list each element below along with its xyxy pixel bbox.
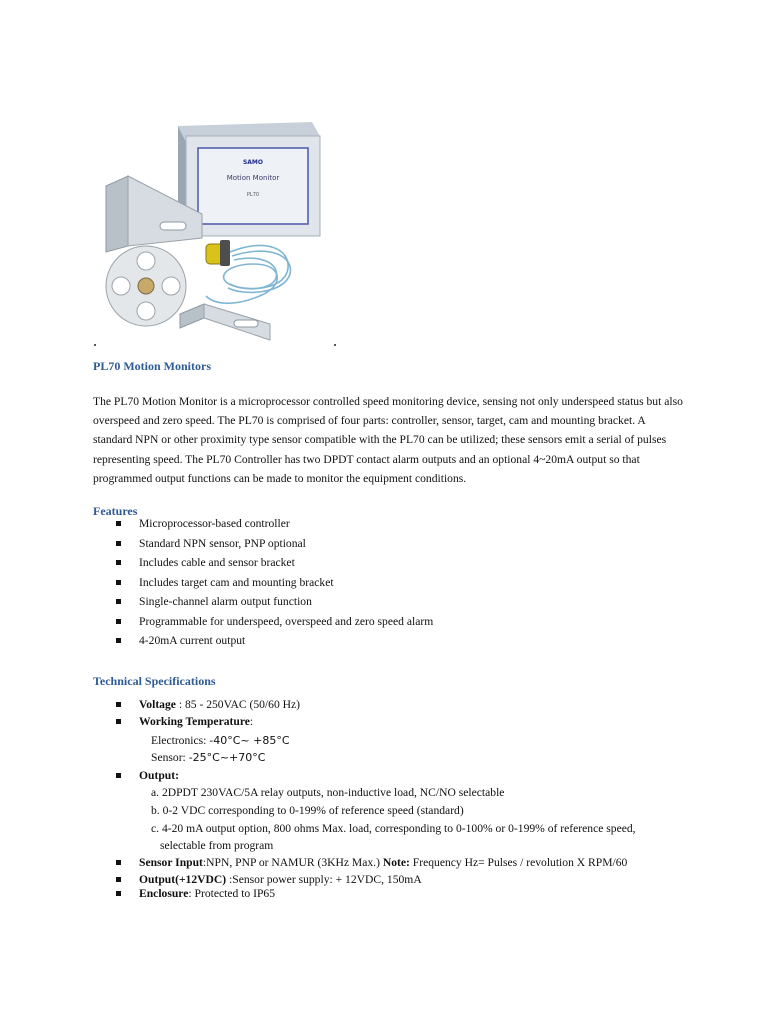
spec-voltage bbox=[139, 698, 300, 711]
spec-label: Enclosure bbox=[139, 887, 189, 900]
spec-label: Working Temperature bbox=[139, 715, 250, 728]
spec-label: Voltage bbox=[139, 698, 176, 711]
list-item: Single-channel alarm output function bbox=[139, 595, 312, 608]
spec-enclosure bbox=[139, 887, 275, 900]
box-brand: SAMO bbox=[242, 159, 264, 166]
spec-sensor-input bbox=[139, 856, 627, 869]
spec-output-b: b. 0-2 VDC corresponding to 0-199% of reference speed (standard) bbox=[151, 804, 464, 817]
bullet-icon bbox=[116, 860, 121, 865]
bullet-icon bbox=[116, 541, 121, 546]
spec-value: :NPN, PNP or NAMUR (3KHz Max.) bbox=[202, 856, 383, 869]
features-heading: Features bbox=[93, 504, 138, 518]
box-label: Motion Monitor bbox=[226, 174, 280, 182]
bullet-icon bbox=[116, 521, 121, 526]
spec-label: Output(+12VDC) bbox=[139, 873, 227, 886]
bullet-icon bbox=[116, 580, 121, 585]
list-item: Programmable for underspeed, overspeed and zero speed alarm bbox=[139, 615, 434, 628]
spec-sub-label: Sensor: bbox=[151, 751, 189, 764]
bullet-icon bbox=[116, 619, 121, 624]
spec-value: :Sensor power supply: + 12VDC, 150mA bbox=[226, 873, 422, 886]
bullet-icon bbox=[116, 560, 121, 565]
list-item: Includes target cam and mounting bracket bbox=[139, 576, 334, 589]
spec-electronics bbox=[151, 734, 290, 747]
list-item: Includes cable and sensor bracket bbox=[139, 556, 295, 569]
spec-sub-value: -40°C~ +85°C bbox=[209, 734, 290, 747]
spec-output-a: a. 2DPDT 230VAC/5A relay outputs, non-inductive load, NC/NO selectable bbox=[151, 786, 505, 799]
list-item: 4-20mA current output bbox=[139, 634, 246, 647]
spec-sub-label: Electronics: bbox=[151, 734, 210, 747]
list-item: Microprocessor-based controller bbox=[139, 517, 290, 530]
product-heading: PL70 Motion Monitors bbox=[93, 359, 211, 373]
spec-value: : 85 - 250VAC (50/60 Hz) bbox=[175, 698, 301, 711]
bullet-icon bbox=[116, 891, 121, 896]
box-model: PL70 bbox=[246, 192, 260, 198]
note-value: Frequency Hz= Pulses / revolution X RPM/60 bbox=[409, 856, 628, 869]
product-illustration bbox=[94, 118, 338, 350]
note-label: Note: bbox=[382, 856, 410, 869]
spec-label: Sensor Input bbox=[139, 856, 203, 869]
product-image bbox=[94, 118, 338, 350]
bullet-icon bbox=[116, 877, 121, 882]
spec-output bbox=[139, 769, 179, 782]
specs-heading: Technical Specifications bbox=[93, 674, 216, 688]
spec-sensor-temp bbox=[151, 751, 265, 764]
bullet-icon bbox=[116, 702, 121, 707]
description-paragraph: The PL70 Motion Monitor is a microprocessor controlled speed monitoring device, sensing not only underspeed status but also overspeed and zero speed. The PL70 is comprised of four parts: controller, sensor, target, cam and mounting bracket. A standard NPN or other proximity type sensor compatible with the PL70 can be utilized; these sensors emit a serial of pulses representing speed. The PL70 Controller has two DPDT contact alarm outputs and an optional 4~20mA output so that programmed output functions can be made to monitor the equipment conditions. bbox=[93, 395, 683, 485]
list-item: Standard NPN sensor, PNP optional bbox=[139, 537, 306, 550]
spec-output-12vdc bbox=[139, 873, 422, 886]
bullet-icon bbox=[116, 638, 121, 643]
spec-colon: : bbox=[249, 715, 254, 728]
spec-output-c-cont: selectable from program bbox=[160, 839, 274, 852]
spec-label: Output: bbox=[139, 769, 179, 782]
bullet-icon bbox=[116, 599, 121, 604]
bullet-icon bbox=[116, 719, 121, 724]
spec-output-c: c. 4-20 mA output option, 800 ohms Max. load, corresponding to 0-100% or 0-199% of reference speed, bbox=[151, 822, 636, 835]
spec-sub-value: -25°C~+70°C bbox=[188, 751, 266, 764]
spec-working-temperature bbox=[139, 715, 253, 728]
bullet-icon bbox=[116, 773, 121, 778]
spec-value: : Protected to IP65 bbox=[188, 887, 276, 900]
